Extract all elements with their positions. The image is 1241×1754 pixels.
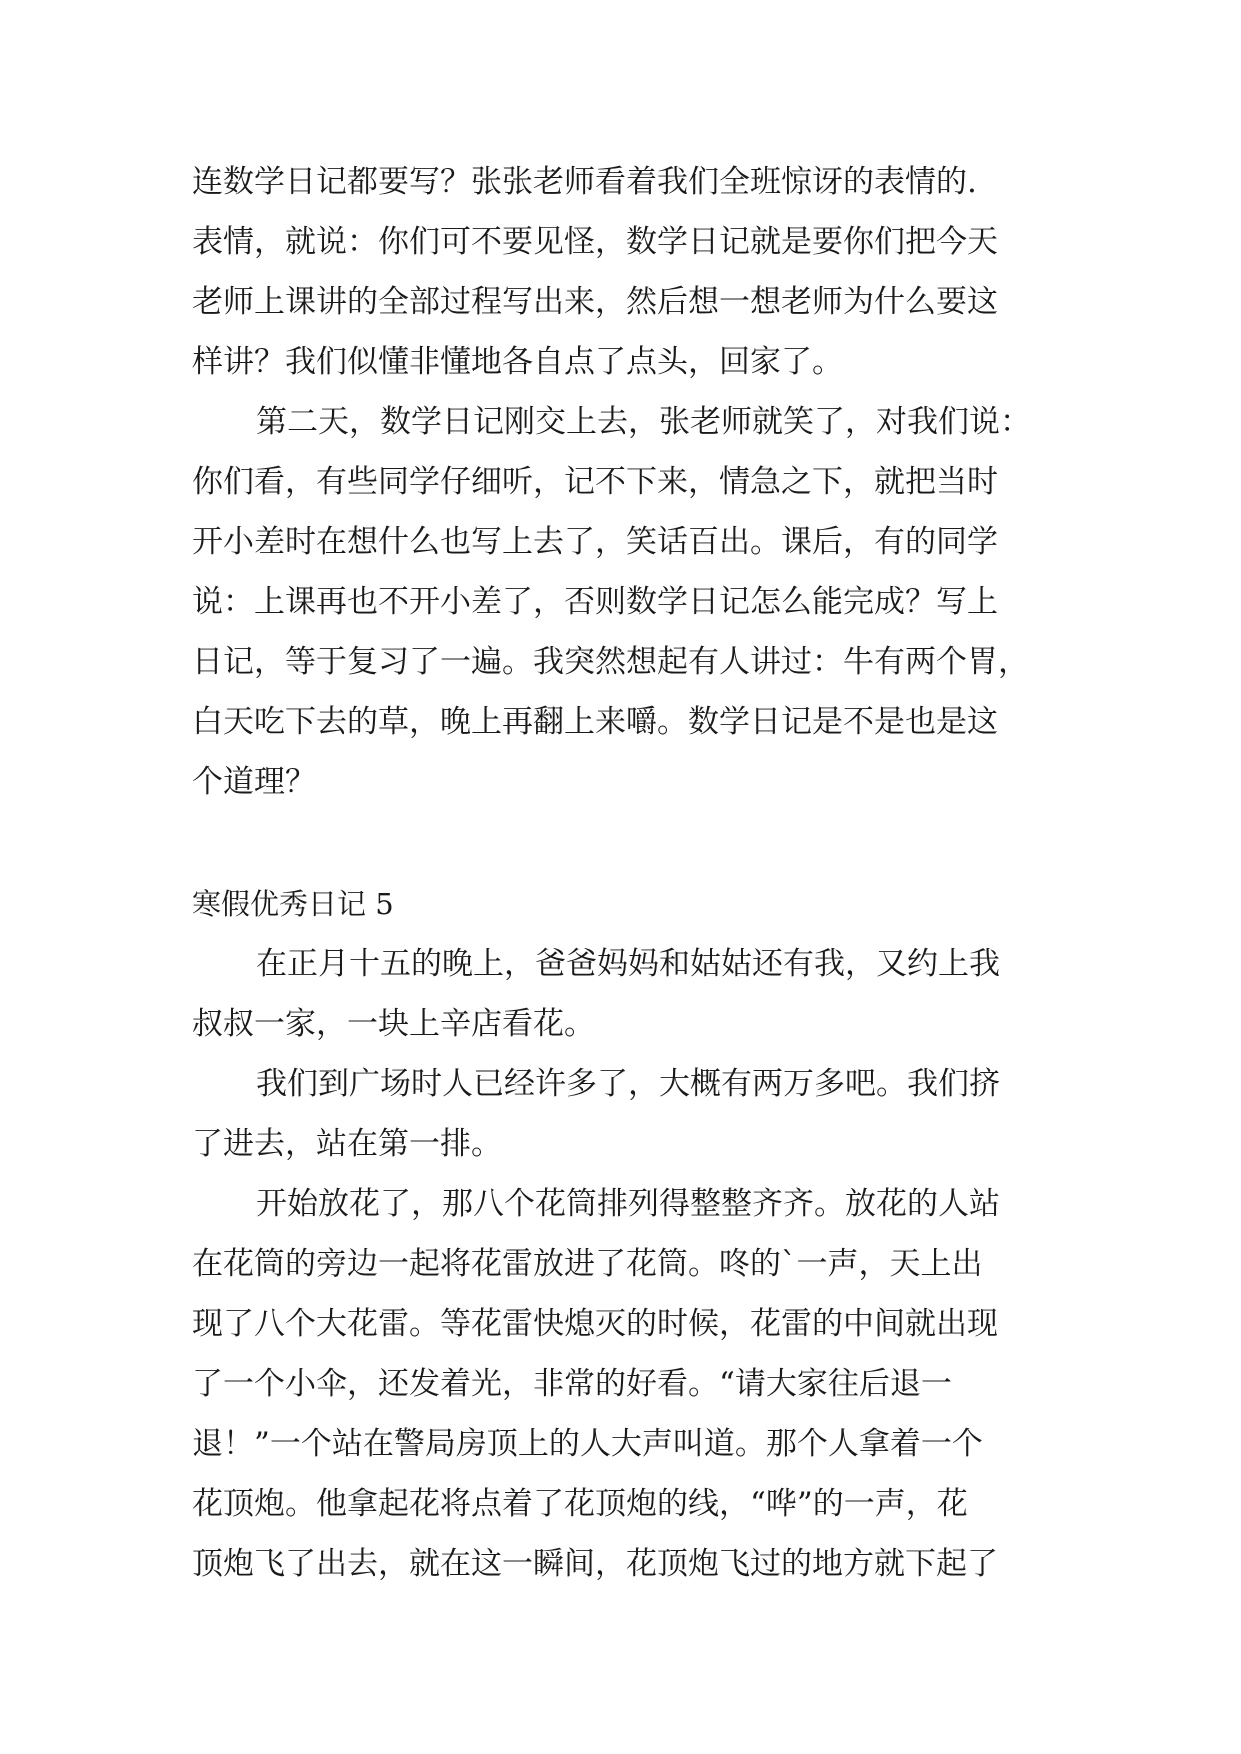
text-line: 现了八个大花雷。等花雷快熄灭的时候，花雷的中间就出现: [192, 1306, 998, 1342]
text-line: 老师上课讲的全部过程写出来，然后想一想老师为什么要这: [192, 284, 998, 320]
text-line: 表情，就说：你们可不要见怪，数学日记就是要你们把今天: [192, 224, 998, 260]
text-line: 说：上课再也不开小差了，否则数学日记怎么能完成？写上: [192, 584, 998, 620]
text-line: 连数学日记都要写？张张老师看着我们全班惊讶的表情的.: [192, 164, 977, 200]
text-line: 我们到广场时人已经许多了，大概有两万多吧。我们挤: [256, 1066, 1000, 1102]
section-gap: [192, 812, 1054, 874]
section-2: [192, 874, 1054, 1594]
text-line: 退！”一个站在警局房顶上的人大声叫道。那个人拿着一个: [192, 1426, 983, 1462]
section-heading: 寒假优秀日记 5: [192, 887, 394, 921]
section-1: [192, 152, 1054, 812]
text-line: 开小差时在想什么也写上去了，笑话百出。课后，有的同学: [192, 524, 998, 560]
text-line: 叔叔一家，一块上辛店看花。: [192, 1006, 595, 1042]
document-page: [192, 152, 1054, 1594]
text-line: 顶炮飞了出去，就在这一瞬间，花顶炮飞过的地方就下起了: [192, 1546, 998, 1582]
text-line: 第二天，数学日记刚交上去，张老师就笑了，对我们说：: [256, 404, 1031, 440]
text-line: 了进去，站在第一排。: [192, 1126, 502, 1162]
text-line: 日记，等于复习了一遍。我突然想起有人讲过：牛有两个胃，: [192, 644, 1029, 680]
text-line: 了一个小伞，还发着光，非常的好看。“请大家往后退一: [192, 1366, 952, 1402]
text-line: 花顶炮。他拿起花将点着了花顶炮的线，“哗”的一声，花: [192, 1486, 968, 1522]
text-line: 开始放花了，那八个花筒排列得整整齐齐。放花的人站: [256, 1186, 1000, 1222]
text-line: 你们看，有些同学仔细听，记不下来，情急之下，就把当时: [192, 464, 998, 500]
text-line: 在花筒的旁边一起将花雷放进了花筒。咚的`一声，天上出: [192, 1246, 983, 1282]
text-line: 样讲？我们似懂非懂地各自点了点头，回家了。: [192, 344, 843, 380]
text-line: 在正月十五的晚上，爸爸妈妈和姑姑还有我，又约上我: [256, 946, 1000, 982]
text-line: 个道理？: [192, 764, 316, 800]
text-line: 白天吃下去的草，晚上再翻上来嚼。数学日记是不是也是这: [192, 704, 998, 740]
